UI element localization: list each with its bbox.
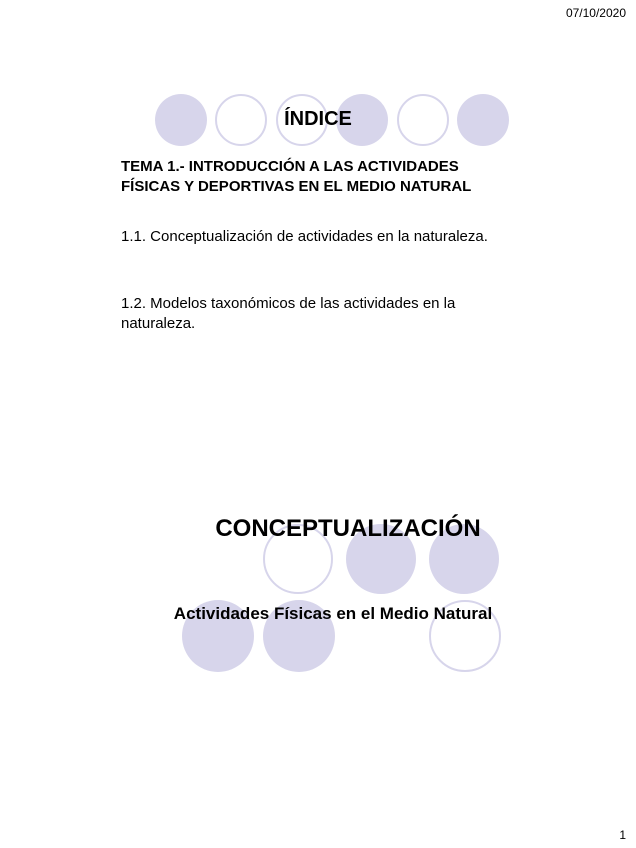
document-date: 07/10/2020: [565, 6, 626, 20]
page-number: 1: [619, 828, 626, 842]
index-item: 1.2. Modelos taxonómicos de las actividades en la naturaleza.: [121, 295, 456, 332]
topic-heading: TEMA 1.- INTRODUCCIÓN A LAS ACTIVIDADES FÍSICAS Y DEPORTIVAS EN EL MEDIO NATURAL: [121, 158, 472, 195]
index-item: 1.1. Conceptualización de actividades en la naturaleza.: [121, 228, 488, 245]
slide1-title: ÍNDICE: [284, 108, 352, 130]
slide2-title: CONCEPTUALIZACIÓN: [215, 515, 481, 542]
slide2-subtitle: Actividades Físicas en el Medio Natural: [173, 604, 493, 623]
